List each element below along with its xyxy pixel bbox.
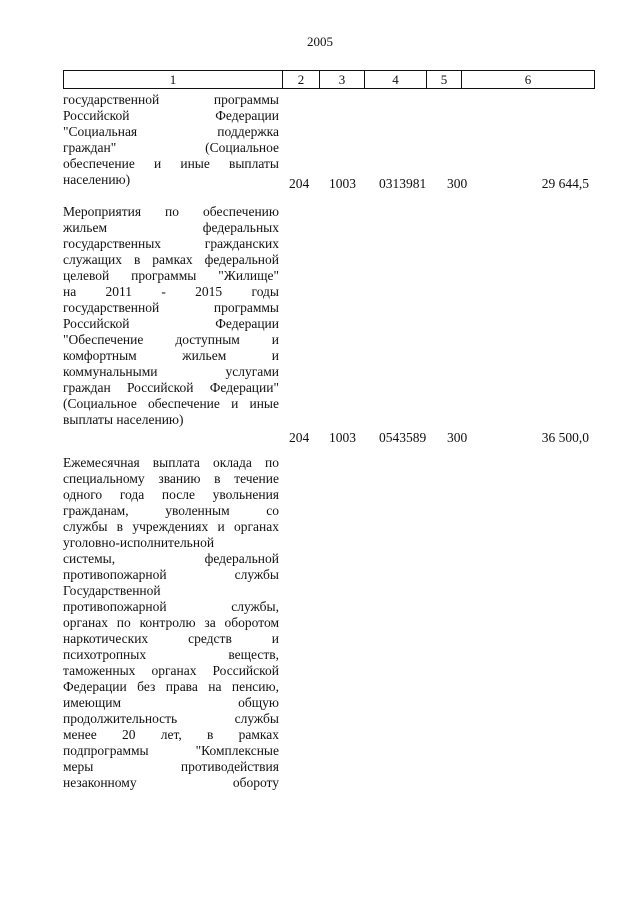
description-line: Ежемесячная выплата оклада по [63,455,279,470]
column-header-table [63,70,595,89]
description-line: населению) [63,172,131,187]
col-4-value: 0313981 [379,176,427,191]
table-row [63,204,594,445]
description-line: на 2011 - 2015 годы [63,284,279,299]
description-line: психотропных веществ, [63,647,279,662]
description-line: государственной программы [63,92,279,107]
description-line: органах по контролю за оборотом [63,615,279,630]
description-line: Российской Федерации [63,108,279,123]
row-values [63,176,594,192]
description-line: государственных гражданских [63,236,279,251]
description-line: уголовно-исполнительной [63,535,215,550]
description-line: противопожарной службы [63,567,279,582]
description-line: менее 20 лет, в рамках [63,727,279,742]
table-row [63,455,594,805]
page-number: 2005 [307,34,333,49]
description-line: Государственной [63,583,161,598]
description-line: службы в учреждениях и органах [63,519,279,534]
description-line: коммунальными услугами [63,364,279,379]
description-line: государственной программы [63,300,279,315]
description-line: Федерации без права на пенсию, [63,679,279,694]
description-line: имеющим общую [63,695,279,710]
column-header-4: 4 [365,71,427,89]
row-description [63,455,279,791]
col-6-value: 29 644,5 [541,176,589,191]
column-header-3: 3 [320,71,365,89]
description-line: выплаты населению) [63,412,184,427]
description-line: Мероприятия по обеспечению [63,204,279,219]
description-line: наркотических средств и [63,631,279,646]
row-description [63,92,279,188]
description-line: Российской Федерации [63,316,279,331]
description-line: граждан Российской Федерации" [63,380,279,395]
col-2-value: 204 [289,176,310,191]
description-line: одного года после увольнения [63,487,279,502]
col-3-value: 1003 [329,430,356,445]
description-line: меры противодействия [63,759,279,774]
description-line: противопожарной службы, [63,599,279,614]
column-header-1: 1 [64,71,283,89]
description-line: гражданам, уволенным со [63,503,279,518]
table-row [63,92,594,192]
col-5-value: 300 [447,430,468,445]
description-line: целевой программы "Жилище" [63,268,279,283]
description-line: специальному званию в течение [63,471,279,486]
description-line: системы, федеральной [63,551,279,566]
description-line: продолжительность службы [63,711,279,726]
column-header-6: 6 [462,71,595,89]
description-line: служащих в рамках федеральной [63,252,279,267]
row-description [63,204,279,428]
column-header-5: 5 [427,71,462,89]
description-line: "Социальная поддержка [63,124,279,139]
column-header-row [64,71,595,89]
description-line: граждан" (Социальное [63,140,279,155]
description-line: (Социальное обеспечение и иные [63,396,279,411]
col-2-value: 204 [289,430,310,445]
column-header-2: 2 [283,71,320,89]
description-line: "Обеспечение доступным и [63,332,279,347]
description-line: комфортным жильем и [63,348,279,363]
description-line: незаконному обороту [63,775,279,790]
description-line: подпрограммы "Комплексные [63,743,279,758]
description-line: обеспечение и иные выплаты [63,156,279,171]
col-3-value: 1003 [329,176,356,191]
col-6-value: 36 500,0 [541,430,589,445]
row-values [63,430,594,446]
col-5-value: 300 [447,176,468,191]
description-line: таможенных органах Российской [63,663,279,678]
col-4-value: 0543589 [379,430,427,445]
description-line: жильем федеральных [63,220,279,235]
